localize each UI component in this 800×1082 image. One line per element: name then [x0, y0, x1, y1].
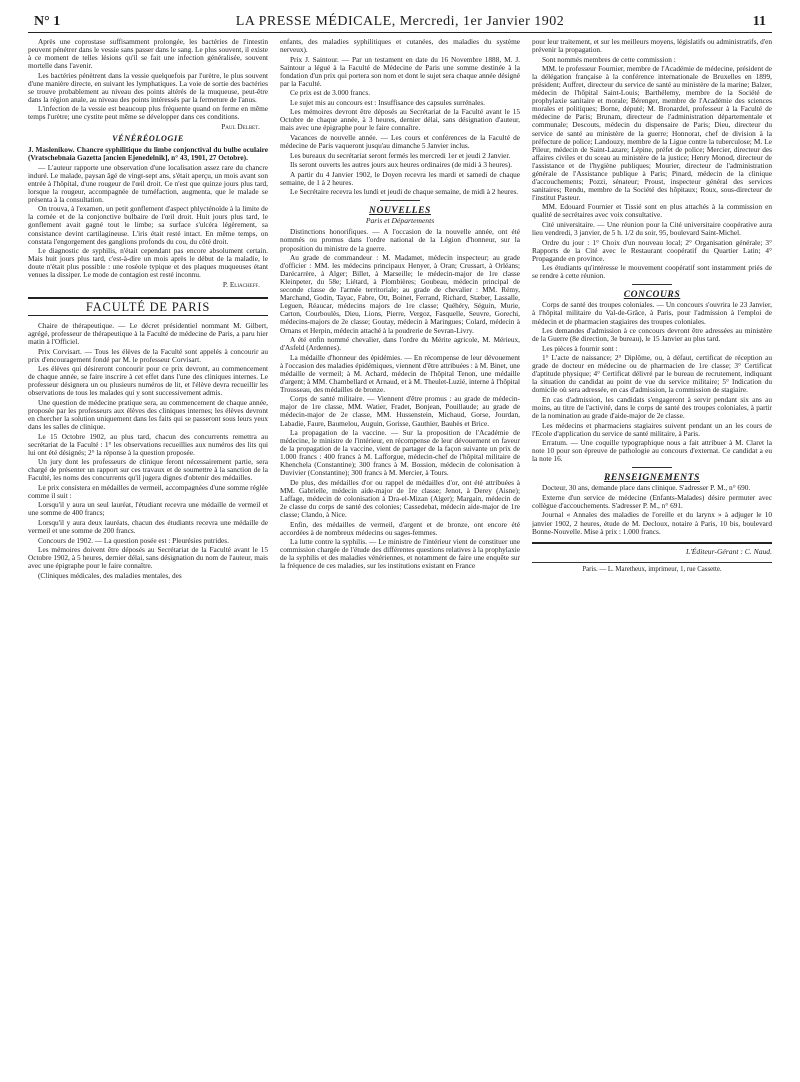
paragraph: A été enfin nommé chevalier, dans l'ordre du Mérite agricole, M. Mérieux, d'Asfeld (Ardennes). — [280, 335, 520, 353]
paragraph: Les étudiants qu'intéresse le mouvement coopératif sont instamment priés de se rendre à cette réunion. — [532, 263, 772, 281]
paragraph: De plus, des médailles d'or ou rappel de médailles d'or, ont été attribuées à MM. Gabrielle, médecin aide-major de 1re classe; Jenot, à Derey (Aisne); Laffage, médecin de colonisation à Dra-el-Mizan (Alger); Margain, médecin de 2e classe du corps de santé des colonies; Cassedebat, médecin aide-major de 1re classe; Clando, à Nice. — [280, 477, 520, 520]
printer-line: Paris. — L. Maretheux, imprimeur, 1, rue Cassette. — [532, 562, 772, 574]
author-signature: Paul Delbet. — [221, 121, 260, 131]
paragraph: Vacances de nouvelle année. — Les cours et conférences de la Faculté de médecine de Paris vaqueront jusqu'au dimanche 5 Janvier inclus. — [280, 133, 520, 151]
divider — [532, 542, 772, 544]
paragraph: Concours de 1902. — La question posée est : Pleurésies putrides. — [38, 535, 229, 545]
paragraph: On trouva, à l'examen, un petit gonflement d'aspect phlycténoïde à la limite de la cornée et de la conjonctive bulbaire de l'œil droit. Huit jours plus tard, le gonflement avait gagné tout le limbe; sa surface s'ulcéra légèrement, sa consistance devint cartilagineuse. L'iris était resté intact. En même temps, on constata l'engorgement des ganglions profonds du cou, du côté droit. — [28, 204, 268, 246]
journal-title: LA PRESSE MÉDICALE, Mercredi, 1er Janvier 1902 — [235, 14, 565, 29]
paragraph: Le 15 Octobre 1902, au plus tard, chacun des concurrents remettra au secrétariat de la Faculté : 1° les observations recueillies aux numéros des lits qui lui ont été désignés; 2° la réponse à la question proposée. — [28, 431, 268, 457]
paragraph: Les élèves qui désireront concourir pour ce prix devront, au commencement de chaque année, se faire inscrire à cet effet dans l'une des cliniques internes. Le professeur désignera un ou plusieurs numéros de lit, et l'élève devra recueillir les observations de tous les malades qui y sont successivement admis. — [28, 364, 268, 398]
paragraph: Les médecins et pharmaciens stagiaires suivent pendant un an les cours de l'Ecole d'application du service de santé militaire, à Paris. — [532, 420, 772, 438]
column-3 — [532, 38, 772, 1076]
paragraph: Erratum. — Une coquille typographique nous a fait attribuer à M. Claret la note 10 pour son épreuve de pathologie au concours d'externat. Ce candidat a eu la note 16. — [532, 438, 772, 464]
paragraph: Prix Corvisart. — Tous les élèves de la Faculté sont appelés à concourir au prix d'encouragement fondé par M. le professeur Corvisart. — [28, 346, 268, 364]
section-heading-concours: CONCOURS — [623, 290, 681, 301]
paragraph: Docteur, 30 ans, demande place dans clinique. S'adresser P. M., n° 690. — [542, 483, 751, 493]
section-heading-venereologie: VÉNÉRÉOLOGIE — [112, 134, 184, 144]
section-heading-nouvelles: NOUVELLES — [369, 206, 431, 217]
paragraph: Les pièces à fournir sont : — [542, 343, 618, 353]
paragraph: L'infection de la vessie est beaucoup plus fréquente quand on ferme en même temps l'urètre; une cystite peut même se développer dans ces conditions. — [28, 104, 268, 122]
paragraph: Les bactéries pénètrent dans la vessie quelquefois par l'urètre, le plus souvent d'une manière directe, en suivant les lymphatiques. La voie de sortie des bactéries se trouve probablement au niveau des points altérés de la muqueuse, peut-être dans la région anale, au niveau des points intéressés par la fermeture de l'anus. — [28, 70, 268, 104]
paragraph: — L'auteur rapporte une observation d'une localisation assez rare du chancre induré. Le malade, paysan âgé de vingt-sept ans, s'était aperçu, un mois avant son entrée à l'hôpital, d'une rougeur de l'œil droit. Ce n'est que quinze jours plus tard, lorsque la rougeur, accompagnée de tuméfaction, augmenta, que le malade se présenta à la consultation. — [28, 162, 268, 204]
paragraph: (Cliniques médicales, des maladies mentales, des — [38, 570, 182, 580]
section-heading-faculte: FACULTÉ DE PARIS — [28, 297, 268, 316]
paragraph: Cité universitaire. — Une réunion pour la Cité universitaire coopérative aura lieu vendredi, 3 janvier, de 5 h. 1/2 du soir, 95, boulevard Saint-Michel. — [532, 220, 772, 238]
paragraph: Distinctions honorifiques. — A l'occasion de la nouvelle année, ont été nommés ou promus dans l'ordre national de la Légion d'honneur, sur la proposition du ministre de la guerre. — [280, 227, 520, 253]
column-1 — [28, 38, 268, 1076]
paragraph: Ordre du jour : 1° Choix d'un nouveau local; 2° Organisation générale; 3° Rapports de la Cité avec le Restaurant coopératif du Quartier Latin; 4° Propagande en province. — [532, 237, 772, 263]
section-heading-renseignements: RENSEIGNEMENTS — [603, 473, 701, 484]
subsection-heading: Paris et Départements — [365, 216, 435, 226]
paragraph: Lorsqu'il y aura un seul lauréat, l'étudiant recevra une médaille de vermeil et une somme de 400 francs; — [28, 500, 268, 518]
paragraph: En cas d'admission, les candidats s'engageront à servir pendant six ans au moins, au titre de l'activité, dans le corps de santé des troupes coloniales, à partir de la nomination au grade d'aide-major de 2e classe. — [532, 394, 772, 421]
paragraph: Corps de santé des troupes coloniales. — Un concours s'ouvrira le 23 Janvier, à l'hôpital militaire du Val-de-Grâce, à Paris, pour l'admission à l'emploi de médecin et de pharmacien stagiaires des troupes coloniales. — [532, 300, 772, 326]
divider — [380, 200, 420, 201]
paragraph: MM. le professeur Fournier, membre de l'Académie de médecine, président de la délégation française à la conférence internationale de Bruxelles en 1899, président; Auffret, directeur du service de santé au ministère de la marine; Balzer, médecin de l'hôpital Saint-Louis; Barthélemy, membre de la Société de prophylaxie sanitaire et morale; Bérenger, membre de l'Académie des sciences morales et politiques; Borne, député; M. Bronardel, professeur à la Faculté de médecine de Paris; Brunam, directeur de l'administration départementale et communale; Descouts, médecin du dispensaire de Paris; Dieu, directeur du service de santé au ministère de la guerre; Honnorat, chef de division à la préfecture de police; Landouzy, membre de la Ligue contre la tuberculose; M. Le Pileur, médecin de Saint-Lazare; Lépine, préfet de police; Mercier, directeur des affaires civiles et du sceau au ministère de la justice; Henry Monod, directeur de l'assistance et de l'hygiène publiques; Mourier, directeur de l'administration générale de l'Assistance publique à Paris; Pinard, médecin de la clinique d'accouchements; Pozzi, sénateur; Proust, inspecteur général des services sanitaires; Rendu, membre de la Société des hôpitaux; Roux, sous-directeur de l'institut Pasteur. — [532, 64, 772, 202]
issue-number: N° 1 — [34, 14, 61, 29]
editor-signature: L'Éditeur-Gérant : C. Naud. — [685, 546, 772, 556]
paragraph: Au grade de commandeur : M. Madamet, médecin inspecteur; au grade d'officier : MM. les médecins principaux Henyer, à Oran; Crussart, à Orléans; Darécarrère, à Alger; Billet, à Marseille; le médecin-major de 1re classe Kleinpeter, du 58e; Liétard, à Plombières; Goubeau, médecin principal de seconde classe de l'armée territoriale; au grade de chevalier : MM. Rémy, Marchand, Godin, Tayac, Fabre, Ott, Boinet, Ferrand, Richard, Stæber, Lassalle, Leguen, Réaucar, médecins majors de 1re classe; Quéhéry, Séguin, Murie, Carton, Courboulès, Dieu, Lions, Pierre, Vergoz, Fasquelle, Seuvre, Gorechi, médecins-majors de 2e classe; Goutay, médecin à Maringues; Colard, médecin à Ornans et Herpin, médecin attaché à la poudrerie de Sevran-Livry. — [280, 253, 520, 335]
paragraph: Le Secrétaire recevra les lundi et jeudi de chaque semaine, de midi à 2 heures. — [290, 187, 519, 197]
paragraph: Lorsqu'il y aura deux lauréats, chacun des étudiants recevra une médaille de vermeil et une somme de 200 francs. — [28, 517, 268, 536]
paragraph: Chaire de thérapeutique. — Le décret présidentiel nommant M. Gilbert, agrégé, professeur de thérapeutique à la Faculté de médecine de Paris, a paru hier matin à l'Officiel. — [28, 320, 268, 346]
paragraph: Les mémoires doivent être déposés au Secrétariat de la Faculté avant le 15 Octobre 1902, à 5 heures, dernier délai, sans désignation du nom de l'auteur, mais avec une épigraphe pour le faire connaître. — [28, 545, 268, 571]
paragraph: Journal « Annales des maladies de l'oreille et du larynx » à adjuger le 10 janvier 1902, 2 heures, étude de M. Decloux, notaire à Paris, 10 bis, boulevard Bonne-Nouvelle. Mise à prix : 1.000 francs. — [532, 510, 772, 536]
paragraph: Ce prix est de 3.000 francs. — [290, 88, 371, 98]
newspaper-page — [28, 10, 772, 1076]
article-title: J. Maslenikow. Chancre syphilitique du limbe conjonctival du bulbe oculaire (Vratschebnaia Gazetta [ancien Ejenedelnik], n° 43, 1901, 27 Octobre). — [28, 145, 268, 163]
paragraph: Sont nommés membres de cette commission : — [542, 54, 676, 64]
paragraph: Prix J. Saintour. — Par un testament en date du 16 Novembre 1888, M. J. Saintour a légué à la Faculté de Médecine de Paris une somme destinée à la fondation d'un prix qui portera son nom et dont le sujet sera chaque année désigné par la Faculté. — [280, 54, 520, 88]
paragraph: 1° L'acte de naissance; 2° Diplôme, ou, à défaut, certificat de réception au grade de docteur en médecine ou de pharmacien de 1re classe; 3° Certificat d'aptitude physique; 4° Certificat délivré par le bureau de recrutement, indiquant la situation du candidat au point de vue du service militaire; 5° Indication du domicile où sera adressée, en cas d'admission, la commission de stagiaire. — [532, 353, 772, 395]
paragraph: Externe d'un service de médecine (Enfants-Malades) désire permuter avec collègue d'accouchements. S'adresser P. M., n° 691. — [532, 492, 772, 510]
paragraph: La lutte contre la syphilis. — Le ministre de l'intérieur vient de constituer une commission chargée de l'étude des différentes questions relatives à la prophylaxie de la syphilis et des maladies vénériennes, et notamment de faire une enquête sur la fréquence de ces maladies, sur les institutions existant en France — [280, 537, 520, 571]
paragraph: Les mémoires devront être déposés au Secrétariat de la Faculté avant le 15 Octobre de chaque année, à 3 heures, dernier délai, sans désignation d'auteur, mais avec une épigraphe pour le faire connaître. — [280, 107, 520, 133]
column-2 — [280, 38, 520, 1076]
page-header — [28, 10, 772, 33]
paragraph: Après une coprostase suffisamment prolongée, les bactéries de l'intestin peuvent pénétrer dans le vessie sans passer dans le sang. Le plus souvent, il existe à ce moment de telles lésions qu'il se fait une infection généralisée, souvent mortelle dans l'avenir. — [28, 38, 268, 71]
paragraph: Corps de santé militaire. — Viennent d'être promus : au grade de médecin-major de 1re classe, MM. Watier, Fradet, Bonjean, Pouillaude; au grade de médecin-major de 2e classe, MM. Hussenstein, Michaud, Gorse, Jourdan, Labadie, Faure, Baumelou, Auguin, Gorisse, Gauthier, Bauhès et Brice. — [280, 394, 520, 428]
author-signature: P. Eliacheff. — [222, 279, 260, 289]
divider — [632, 467, 672, 468]
paragraph: Enfin, des médailles de vermeil, d'argent et de bronze, ont encore été accordées à de nombreux médecins ou sages-femmes. — [280, 519, 520, 537]
paragraph: Une question de médecine pratique sera, au commencement de chaque année, proposée par les professeurs aux élèves des cliniques internes; les élèves devront en chercher la solution uniquement dans les faits qui se passeront sous leurs yeux dans les salles de clinique. — [28, 397, 268, 431]
paragraph: A partir du 4 Janvier 1902, le Doyen recevra les mardi et samedi de chaque semaine, de 1 à 2 heures. — [280, 169, 520, 187]
paragraph: Les demandes d'admission à ce concours devront être adressées au ministère de la Guerre (8e direction, 3e bureau), le 15 Janvier au plus tard. — [532, 326, 772, 344]
page-number: 11 — [752, 14, 766, 29]
paragraph: Le sujet mis au concours est : Insuffisance des capsules surrénales. — [290, 97, 485, 107]
paragraph: La médaille d'honneur des épidémies. — En récompense de leur dévouement à l'occasion des maladies épidémiques, viennent d'être attribuées : à M. Binet, une médaille de vermeil; à M. Achard, médecin de l'hôpital Tenon, une médaille d'argent; à MM. Chambellard et Arnaud, et à M. Theulet-Luzié, interne à l'hôpital Trousseau, des médailles de bronze. — [280, 352, 520, 394]
paragraph: Les bureaux du secrétariat seront fermés les mercredi 1er et jeudi 2 Janvier. — [290, 150, 511, 160]
paragraph: La propagation de la vaccine. — Sur la proposition de l'Académie de médecine, le ministre de l'intérieur, en récompense de leur dévouement en faveur de la propagation de la vaccine, vient de partager de la façon suivante un prix de 1.000 francs : 400 francs à M. Lafforgue, médecin-chef de l'hôpital militaire de Khenchela (Constantine); 300 francs à M. Bossion, médecin de colonisation à Duvivier (Constantine); 300 francs à M. Mercier, à Tours. — [280, 428, 520, 478]
paragraph: MM. Edouard Fournier et Tissié sont en plus attachés à la commission en qualité de secrétaires avec voix consultative. — [532, 202, 772, 220]
paragraph: Un jury dont les professeurs de clinique feront nécessairement partie, sera chargé de présenter un rapport sur ces travaux et de soumettre à la sanction de la Faculté, les noms des concurrents qu'il jugera dignes d'obtenir des médailles. — [28, 457, 268, 483]
paragraph: Le diagnostic de syphilis, n'était cependant pas encore absolument certain. Mais huit jours plus tard, c'est-à-dire un mois après le début de la maladie, le doute n'était plus possible : une roséole typique et des plaques muqueuses étant venues la dissiper. Le mode de contagion est resté inconnu. — [28, 246, 268, 280]
paragraph: pour leur traitement, et sur les meilleurs moyens, législatifs ou administratifs, d'en prévenir la propagation. — [532, 38, 772, 55]
paragraph: Ils seront ouverts les autres jours aux heures ordinaires (de midi à 3 heures). — [290, 160, 513, 170]
paragraph: enfants, des maladies syphilitiques et cutanées, des maladies du système nerveux). — [280, 38, 520, 55]
paragraph: Le prix consistera en médailles de vermeil, accompagnées d'une somme réglée comme il suit : — [28, 482, 268, 500]
divider — [632, 284, 672, 285]
